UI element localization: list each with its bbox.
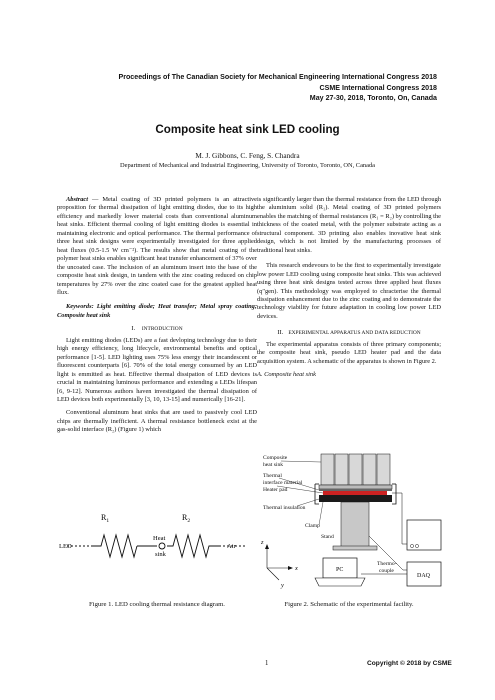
fig2-label-pc: PC [336, 567, 344, 573]
fig2-label-heater: Heater pad [263, 487, 288, 493]
fig1-r1-label: $R_1$ [101, 513, 110, 524]
fig2-label-thermal-2: interface material [263, 480, 303, 486]
figure-2-schematic [257, 440, 443, 600]
figure-1-caption: Figure 1. LED cooling thermal resistance diagram. [89, 601, 225, 608]
fig2-axis-x: x [295, 565, 298, 572]
fig2-heat-sink-base [319, 485, 392, 489]
section-heading-intro [57, 325, 257, 333]
abstract-text: — Metal coating of 3D printed polymers is an attractive proposition for thermal dissipation of light emitting diodes, due to its high efficiency and markedly lower material costs than conventional aluminum heat sinks. Efficient thermal cooling of light emitting diodes is essential in maintaining electronic and optical performance. The thermal performance of three heat sink designs were experimentally investigated for three applied heat fluxes (0.5-1.5 W cm⁻²). The results show that metal coating of the polymer heat sinks enables significant heat transfer enhancement of 37% over the uncoated case. The inclusion of an aluminum insert into the base of the composite heat sink design, in tandem with the zinc coating reduced on chip temperatures by 27% over the zinc coated case for the greatest applied heat flux. [57, 196, 257, 296]
subsection-heading: A. Composite heat sink [257, 371, 316, 379]
right-column [257, 196, 441, 380]
fig1-led-label: LED [59, 543, 72, 550]
figure-2-caption: Figure 2. Schematic of the experimental facility. [284, 601, 414, 608]
keywords [57, 303, 257, 320]
fig2-axes [267, 546, 291, 580]
fig2-label-stand: Stand [321, 534, 334, 540]
fig2-label-composite-1: Composite [263, 455, 288, 461]
fig2-axis-z: z [261, 539, 264, 546]
fig2-label-insulation: Thermal insulation [263, 505, 306, 511]
fig2-stand-foot [333, 546, 377, 550]
keywords-text: Light emitting diode; Heat transfer; Metal spray coating; Composite heat sink [57, 303, 257, 319]
page-number: 1 [265, 660, 269, 667]
affiliation: Department of Mechanical and Industrial Engineering, University of Toronto, Toronto, ON, Canada [120, 162, 375, 169]
fig1-resistor-1 [91, 535, 137, 557]
fig1-air-label: Air [227, 543, 236, 550]
fig2-stand [341, 502, 369, 548]
conference-line-1: Proceedings of The Canadian Society for Mechanical Engineering International Congress 2018 [118, 73, 437, 81]
fig1-heat-label: Heat [153, 535, 166, 542]
fig2-label-thermo-2: couple [379, 568, 394, 574]
fig1-resistor-2 [167, 535, 219, 557]
fig2-label-daq: DAQ [417, 573, 430, 579]
fig2-pc-keyboard [315, 578, 365, 586]
intro-number: I. [131, 325, 136, 333]
intro-paragraph-2: Conventional aluminum heat sinks that are used to passively cool LED chips are thermally inefficient. A thermal resistance bottleneck exist at the gas-solid interface (R₂) (Figure 1) which [57, 409, 257, 434]
fig2-insulation [319, 495, 392, 502]
right-paragraph-1: is significantly larger than the thermal resistance from the LED through the aluminium solid (R₁). Metal coating of 3D printed polymers enables the matching of thermal resistances (R₁ = R₂) by controlling the thickness of the coated metal, with the polymer substrate acting as a structural component. 3D printing also enables inovative heat sink design, which is not limited by the manufacturing processes of traditional heat sinks. [257, 196, 441, 254]
fig2-heater-pad [323, 491, 387, 495]
conference-line-3: May 27-30, 2018, Toronto, On, Canada [309, 94, 437, 102]
sec2-title: EXPERIMENTAL APPARATUS AND DATA REDUCTION [288, 330, 421, 337]
fig2-thermal-interface [319, 489, 392, 491]
intro-title: INTRODUCTION [141, 326, 183, 333]
keywords-label: Keywords: [66, 303, 94, 311]
abstract [57, 196, 257, 297]
fig2-label-composite-2: heat sink [263, 462, 284, 468]
left-column [57, 196, 257, 435]
sec2-number: II. [277, 329, 284, 337]
section-heading-apparatus [257, 329, 441, 337]
right-paragraph-2: This research endevours to be the first to experimentally investigate low power LED cooling using composite heat sinks. This was achieved using three heat sink designs tested across three applied heat fluxes (q″gen). This methodology was employed to chracterise the thermal dissipation enhancement due to the zinc coating and to demonstrate the technology viability for future adaptation in cooling low power LED devices. [257, 262, 441, 320]
abstract-label: Abstract [66, 196, 89, 203]
apparatus-paragraph: The experimental apparatus consists of three primary components; the composite heat sink, pseudo LED heater pad and the data acquisition system. A schematic of the apparatus is shown in Figure 2. [257, 340, 441, 365]
fig2-axis-y: y [281, 582, 284, 589]
paper-title: Composite heat sink LED cooling [155, 123, 340, 136]
fig2-label-thermo-1: Thermo- [377, 561, 397, 567]
fig2-label-clamp: Clamp [305, 523, 320, 529]
fig1-r2-label: $R_2$ [182, 513, 191, 524]
figure-1-diagram [57, 510, 253, 604]
fig2-heat-sink [321, 454, 390, 485]
authors: M. J. Gibbons, C. Feng, S. Chandra [195, 151, 300, 160]
intro-paragraph-1: Light emitting diodes (LEDs) are a fast devloping technology due to their high energy efficiency, long lifecycle, environmental benefits and optical performance [1-5]. LED lighting uses 75% less energy their incandescent or fluorescent counterparts [6]. 70% of the total energy consumed by an LED light is emmitted as heat. Effective thermal dissipation of LED devices is crucial in maintaining luminous performance and extending a LEDs lifespan [6, 9-12]. Numerous authors haven investigated the thermal dissipation of LED devices both experimentally [3, 10, 13-15] and numerically [16-21]. [57, 336, 257, 403]
fig1-sink-label: sink [155, 551, 166, 558]
fig1-node [159, 543, 165, 549]
conference-line-2: CSME International Congress 2018 [319, 83, 437, 92]
copyright: Copyright © 2018 by CSME [367, 660, 452, 667]
fig2-label-thermal-1: Thermal [263, 473, 282, 479]
